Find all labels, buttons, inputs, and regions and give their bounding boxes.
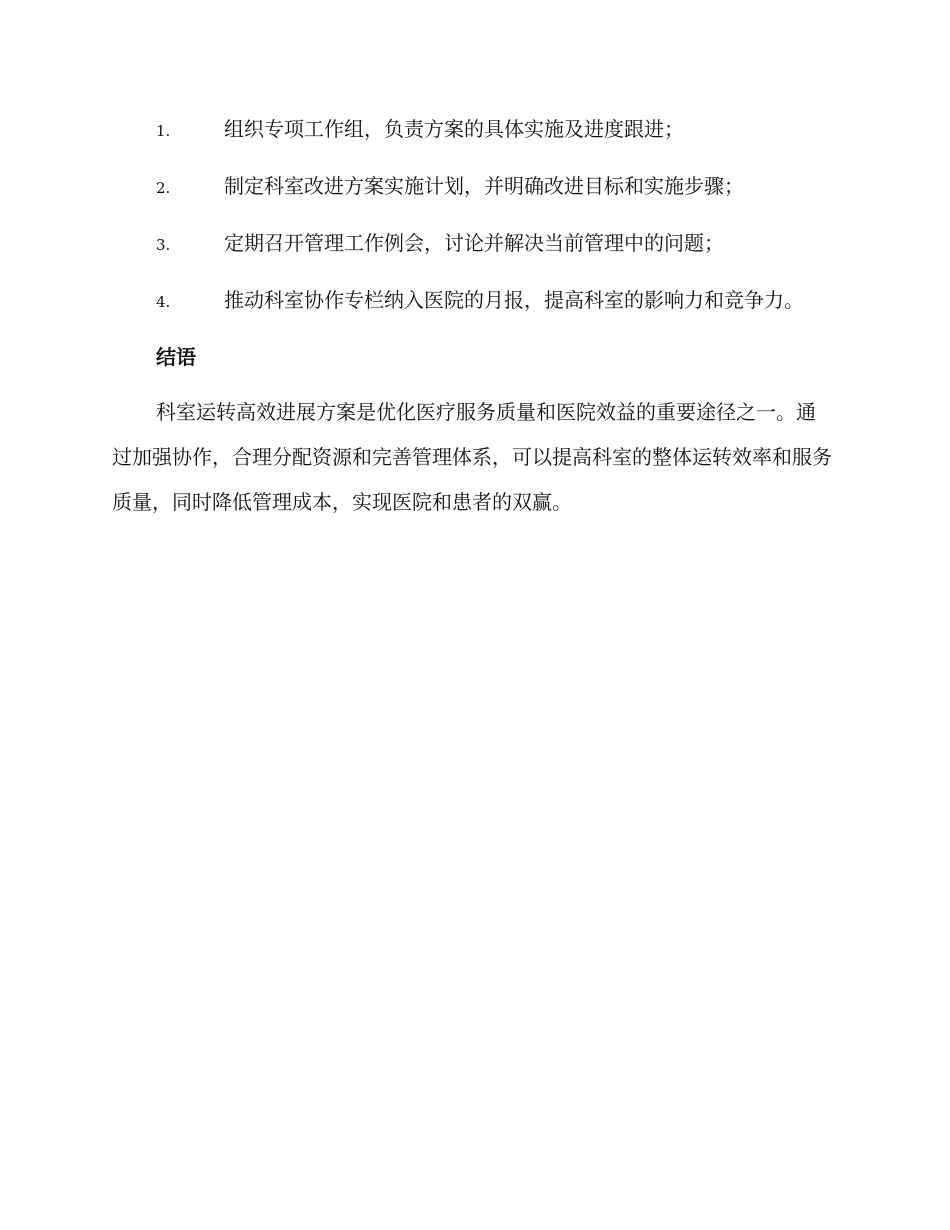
- list-item-text: 制定科室改进方案实施计划，并明确改进目标和实施步骤；: [224, 174, 744, 198]
- list-item: [112, 108, 832, 152]
- list-item-text: 组织专项工作组，负责方案的具体实施及进度跟进；: [224, 117, 684, 141]
- list-item: [112, 165, 832, 209]
- list-item-number: 1.: [156, 122, 171, 140]
- list-item-number: 2.: [156, 179, 171, 197]
- list-item: [112, 222, 832, 266]
- list-item-number: 4.: [156, 293, 171, 311]
- list-item-number: 3.: [156, 236, 171, 254]
- conclusion-heading: 结语: [156, 345, 196, 369]
- document-content: [112, 108, 832, 525]
- list-item-text: 定期召开管理工作例会，讨论并解决当前管理中的问题；: [224, 231, 724, 255]
- list-item-text: 推动科室协作专栏纳入医院的月报，提高科室的影响力和竞争力。: [224, 288, 804, 312]
- conclusion-paragraph: 科室运转高效进展方案是优化医疗服务质量和医院效益的重要途径之一。通过加强协作，合理分配资源和完善管理体系，可以提高科室的整体运转效率和服务质量，同时降低管理成本，实现医院和患者的双赢。: [112, 400, 832, 514]
- list-item: [112, 279, 832, 323]
